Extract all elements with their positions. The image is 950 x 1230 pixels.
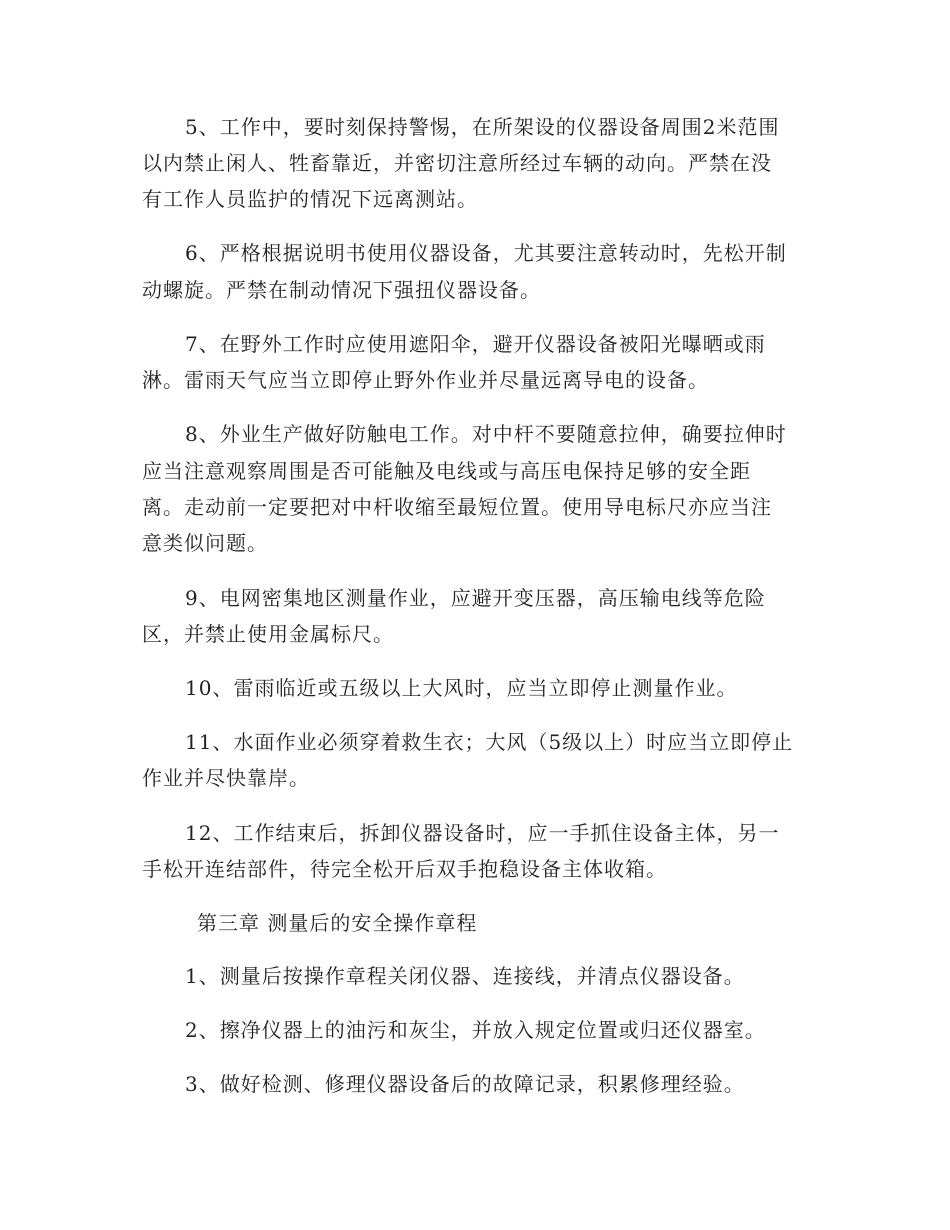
item-8-line-3: 离。走动前一定要把对中杆收缩至最短位置。使用导电标尺亦应当注 <box>142 495 772 519</box>
item-12-line-1: 12、工作结束后，拆卸仪器设备时，应一手抓住设备主体，另一 <box>185 821 780 845</box>
item-8-line-4: 意类似问题。 <box>142 531 268 555</box>
item-6-line-1: 6、严格根据说明书使用仪器设备，尤其要注意转动时，先松开制 <box>185 241 787 265</box>
item-11-line-2: 作业并尽快靠岸。 <box>142 766 310 790</box>
item-5-line-2: 以内禁止闲人、牲畜靠近，并密切注意所经过车辆的动向。严禁在没 <box>142 151 772 175</box>
item-5-line-3: 有工作人员监护的情况下远离测站。 <box>142 187 478 211</box>
item-8-line-2: 应当注意观察周围是否可能触及电线或与高压电保持足够的安全距 <box>142 459 751 483</box>
item-8-line-1: 8、外业生产做好防触电工作。对中杆不要随意拉伸，确要拉伸时 <box>185 422 787 446</box>
item-7-line-2: 淋。雷雨天气应当立即停止野外作业并尽量远离导电的设备。 <box>142 368 709 392</box>
item-9-line-2: 区，并禁止使用金属标尺。 <box>142 622 394 646</box>
item-12-line-2: 手松开连结部件，待完全松开后双手抱稳设备主体收箱。 <box>142 857 667 881</box>
item-9-line-1: 9、电网密集地区测量作业，应避开变压器，高压输电线等危险 <box>185 586 766 610</box>
item-10-line-1: 10、雷雨临近或五级以上大风时，应当立即停止测量作业。 <box>185 676 738 700</box>
post-item-3: 3、做好检测、修理仪器设备后的故障记录，积累修理经验。 <box>185 1072 745 1096</box>
item-6-line-2: 动螺旋。严禁在制动情况下强扭仪器设备。 <box>142 278 541 302</box>
item-7-line-1: 7、在野外工作时应使用遮阳伞，避开仪器设备被阳光曝晒或雨 <box>185 332 766 356</box>
item-11-line-1: 11、水面作业必须穿着救生衣；大风（5级以上）时应当立即停止 <box>185 730 794 754</box>
post-item-1: 1、测量后按操作章程关闭仪器、连接线，并清点仪器设备。 <box>185 964 745 988</box>
item-5-line-1: 5、工作中，要时刻保持警惕，在所架设的仪器设备周围2米范围 <box>185 115 780 139</box>
post-item-2: 2、擦净仪器上的油污和灰尘，并放入规定位置或归还仪器室。 <box>185 1018 766 1042</box>
chapter-heading: 第三章 测量后的安全操作章程 <box>197 911 478 935</box>
